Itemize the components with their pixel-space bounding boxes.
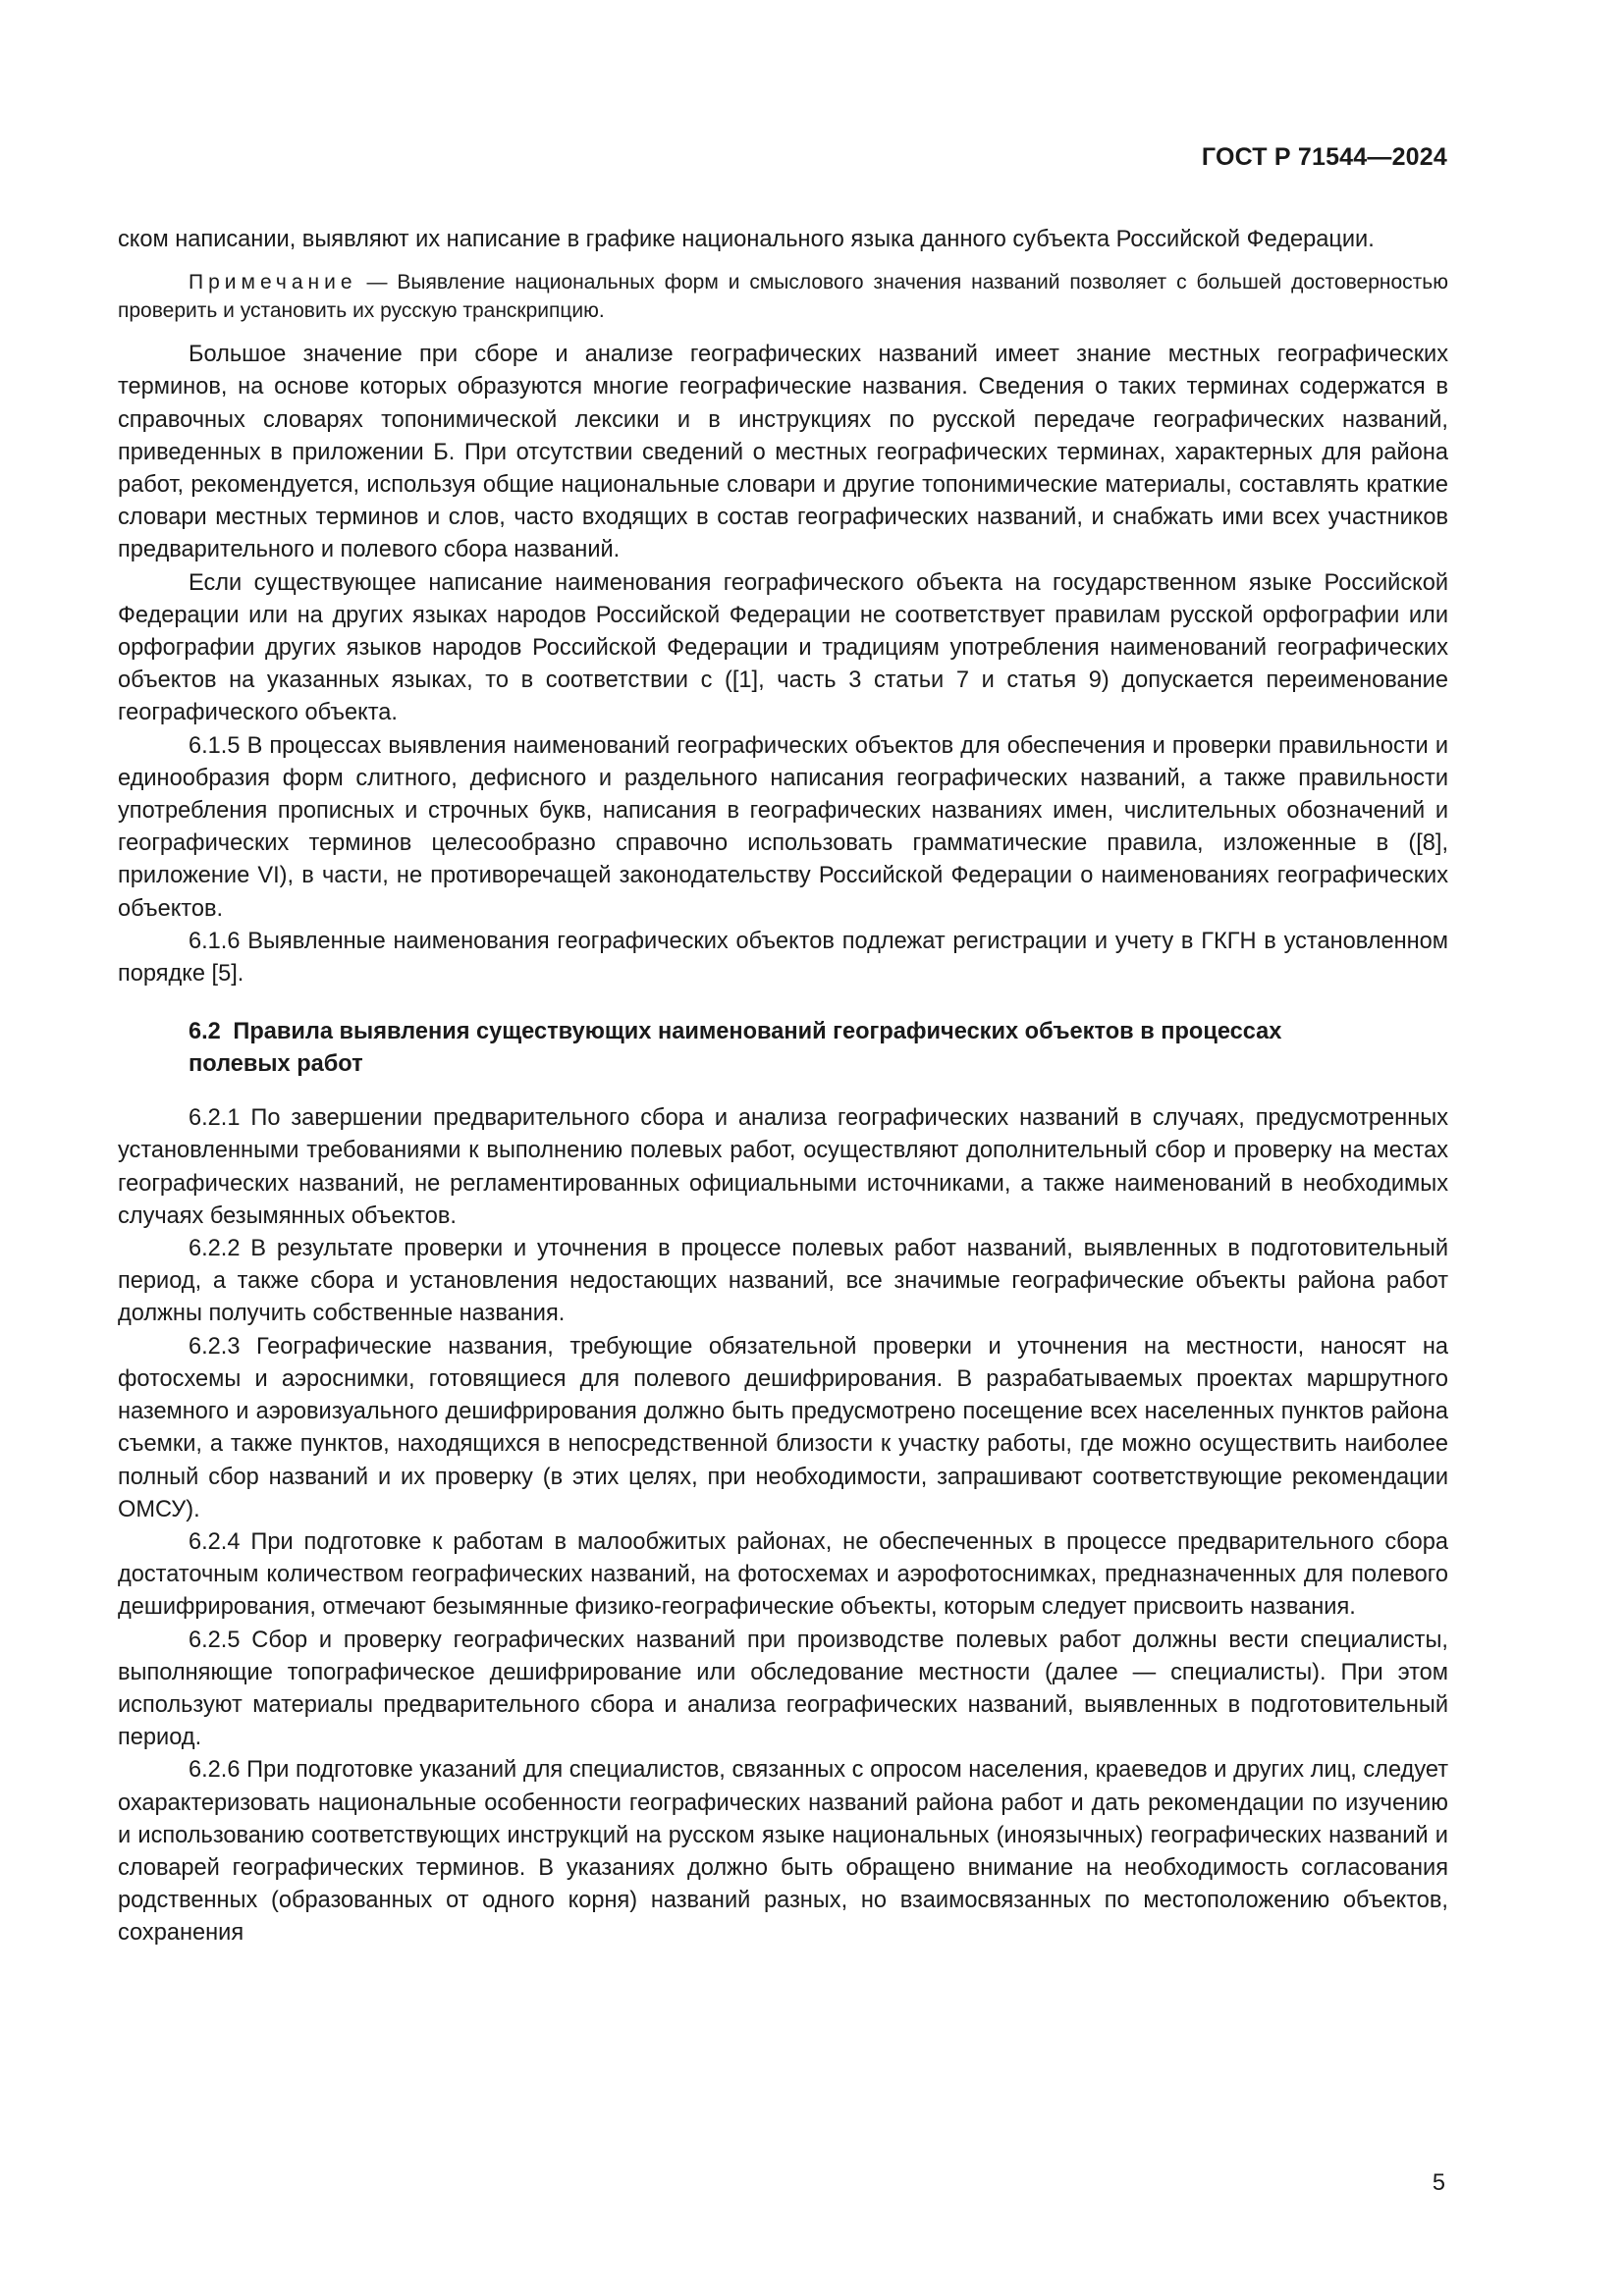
section-number: 6.2 bbox=[189, 1019, 221, 1045]
section-heading-6-2 bbox=[118, 1016, 1448, 1081]
page-number: 5 bbox=[1432, 2170, 1445, 2196]
paragraph-6-2-6: 6.2.6 При подготовке указаний для специалистов, связанных с опросом населения, краеведов и других лиц, следует охарактеризовать национальные особенности географических названий района работ и дать рекомендации по изучению и использованию соответствующих инструкций на русском языке национальных (иноязычных) географических названий и словарей географических терминов. В указаниях должно быть обращено внимание на необходимость согласования родственных (образованных от одного корня) названий разных, но взаимосвязанных по местоположению объектов, сохранения bbox=[118, 1757, 1448, 1947]
paragraph: Большое значение при сборе и анализе географических названий имеет знание местных географических терминов, на основе которых образуются многие географические названия. Сведения о таких терминах содержатся в справочных словарях топонимической лексики и в инструкциях по русской передаче географических названий, приведенных в приложении Б. При отсутствии сведений о местных географических терминах, характерных для района работ, рекомендуется, используя общие национальные словари и другие топонимические материалы, составлять краткие словари местных терминов и слов, часто входящих в состав географических названий, и снабжать ими всех участников предварительного и полевого сбора названий. bbox=[118, 342, 1448, 563]
paragraph-6-2-3: 6.2.3 Географические названия, требующие обязательной проверки и уточнения на местности, наносят на фотосхемы и аэроснимки, готовящиеся для полевого дешифрирования. В разрабатываемых проектах маршрутного наземного и аэровизуального дешифрирования должно быть предусмотрено посещение всех населенных пунктов района съемки, а также пунктов, находящихся в непосредственной близости к участку работы, где можно осуществить наиболее полный сбор названий и их проверку (в этих целях, при необходимости, запрашивают соответствующие рекомендации ОМСУ). bbox=[118, 1333, 1448, 1522]
note-text: — Выявление национальных форм и смыслового значения названий позволяет с большей достоверностью проверить и установить их русскую транскрипцию. bbox=[118, 271, 1448, 323]
note-label: Примечание bbox=[189, 271, 357, 294]
paragraph-6-2-5: 6.2.5 Сбор и проверку географических названий при производстве полевых работ должны вести специалисты, выполняющие топографическое дешифрирование или обследование местности (далее — специалисты). При этом используют материалы предварительного сбора и анализа географических названий, выявленных в подготовительный период. bbox=[118, 1627, 1448, 1751]
section-title: Правила выявления существующих наименований географических объектов в процессах полевых работ bbox=[189, 1019, 1282, 1078]
paragraph: Если существующее написание наименования географического объекта на государственном языке Российской Федерации или на других языках народов Российской Федерации не соответствует правилам русской орфографии или орфографии других языков народов Российской Федерации и традициям употребления наименований географических объектов на указанных языках, то в соответствии с ([1], часть 3 статьи 7 и статья 9) допускается переименование географического объекта. bbox=[118, 569, 1448, 726]
note bbox=[118, 268, 1448, 325]
paragraph-6-2-1: 6.2.1 По завершении предварительного сбора и анализа географических названий в случаях, предусмотренных установленными требованиями к выполнению полевых работ, осуществляют дополнительный сбор и проверку на местах географических названий, не регламентированных официальными источниками, а также наименований в необходимых случаях безымянных объектов. bbox=[118, 1105, 1448, 1229]
paragraph-6-2-2: 6.2.2 В результате проверки и уточнения в процессе полевых работ названий, выявленных в подготовительный период, а также сбора и установления недостающих названий, все значимые географические объекты района работ должны получить собственные названия. bbox=[118, 1236, 1448, 1327]
paragraph-6-1-5: 6.1.5 В процессах выявления наименований географических объектов для обеспечения и проверки правильности и единообразия форм слитного, дефисного и раздельного написания географических названий, а также правильности употребления прописных и строчных букв, написания в географических названиях имен, числительных обозначений и географических терминов целесообразно справочно использовать грамматические правила, изложенные в ([8], приложение VI), в части, не противоречащей законодательству Российской Федерации о наименованиях географических объектов. bbox=[118, 732, 1448, 922]
paragraph-6-2-4: 6.2.4 При подготовке к работам в малообжитых районах, не обеспеченных в процессе предварительного сбора достаточным количеством географических названий, на фотосхемах и аэрофотоснимках, предназначенных для полевого дешифрирования, отмечают безымянные физико-географические объекты, которым следует присвоить названия. bbox=[118, 1528, 1448, 1621]
paragraph: ском написании, выявляют их написание в графике национального языка данного субъекта Российской Федерации. bbox=[118, 227, 1375, 252]
page-content bbox=[118, 224, 1448, 1950]
standard-header: ГОСТ Р 71544—2024 bbox=[1201, 143, 1447, 171]
paragraph-6-1-6: 6.1.6 Выявленные наименования географических объектов подлежат регистрации и учету в ГКГН в установленном порядке [5]. bbox=[118, 928, 1448, 988]
